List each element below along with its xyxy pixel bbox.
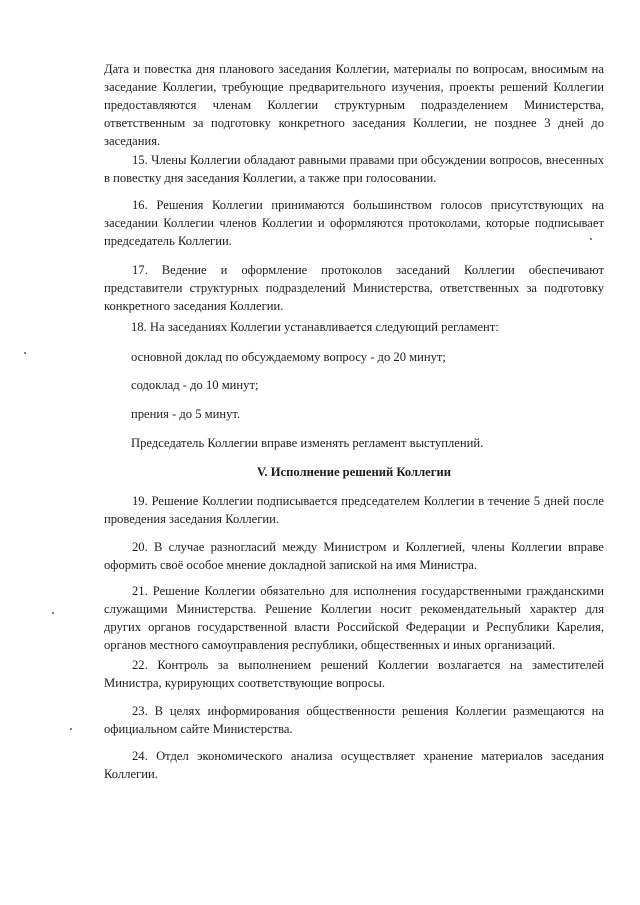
paragraph-15: 15. Члены Коллегии обладают равными правами при обсуждении вопросов, внесенных в повестку дня заседания Коллегии, а также при голосовании. <box>104 153 604 185</box>
paragraph-20: 20. В случае разногласий между Министром и Коллегией, члены Коллегии вправе оформить своё особое мнение докладной запиской на имя Министра. <box>104 540 604 572</box>
section-heading-v: V. Исполнение решений Коллегии <box>256 465 452 479</box>
regulation-chair-note: Председатель Коллегии вправе изменять регламент выступлений. <box>131 436 484 450</box>
paragraph-22: 22. Контроль за выполнением решений Коллегии возлагается на заместителей Министра, курирующих соответствующие вопросы. <box>104 658 604 690</box>
paragraph-24: 24. Отдел экономического анализа осуществляет хранение материалов заседания Коллегии. <box>104 749 604 781</box>
scan-speck <box>52 612 54 614</box>
paragraph-16: 16. Решения Коллегии принимаются большинством голосов присутствующих на заседании Коллегии членов Коллегии и оформляются протоколами, которые подписывает председатель Коллегии. <box>104 198 604 248</box>
regulation-main-report: основной доклад по обсуждаемому вопросу - до 20 минут; <box>131 350 446 364</box>
scan-speck <box>590 238 592 240</box>
paragraph-23: 23. В целях информирования общественности решения Коллегии размещаются на официальном сайте Министерства. <box>104 704 604 736</box>
paragraph-19: 19. Решение Коллегии подписывается председателем Коллегии в течение 5 дней после проведения заседания Коллегии. <box>104 494 604 526</box>
paragraph-18: 18. На заседаниях Коллегии устанавливается следующий регламент: <box>131 320 499 334</box>
paragraph-21: 21. Решение Коллегии обязательно для исполнения государственными гражданскими служащими Министерства. Решение Коллегии носит рекомендательный характер для других органов государственной власти Российской Федерации и Республики Карелия, органов местного самоуправления республики, общественных и иных организаций. <box>104 584 604 652</box>
scan-speck <box>24 352 26 354</box>
paragraph-intro: Дата и повестка дня планового заседания Коллегии, материалы по вопросам, вносимым на заседание Коллегии, требующие предварительного изучения, проекты решений Коллегии предоставляются членам Коллегии структурным подразделением Министерства, ответственным за подготовку конкретного заседания Коллегии, не позднее 3 дней до заседания. <box>104 62 604 148</box>
scan-speck <box>70 728 72 730</box>
regulation-debate: прения - до 5 минут. <box>131 407 241 421</box>
regulation-co-report: содоклад - до 10 минут; <box>131 378 259 392</box>
paragraph-17: 17. Ведение и оформление протоколов заседаний Коллегии обеспечивают представители структурных подразделений Министерства, ответственных за подготовку конкретного заседания Коллегии. <box>104 263 604 313</box>
